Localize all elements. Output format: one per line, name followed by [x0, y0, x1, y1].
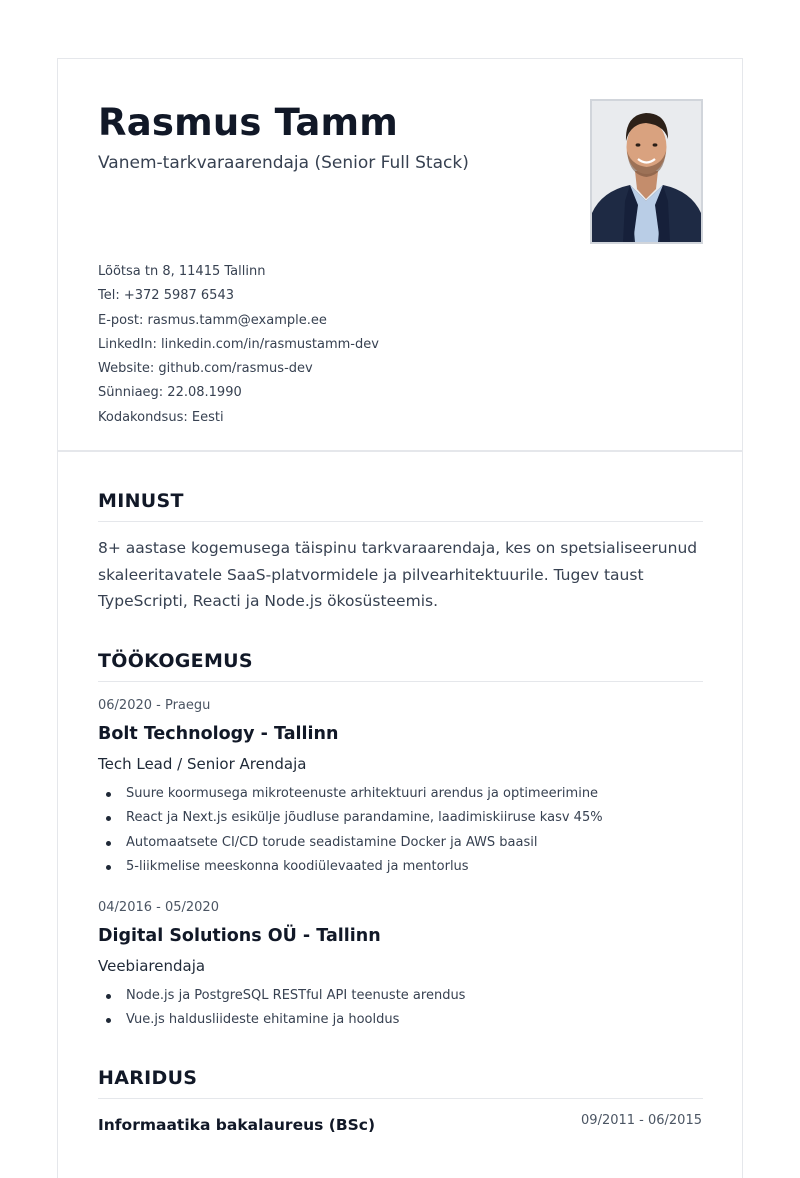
address: Lõõtsa tn 8, 11415 Tallinn — [98, 264, 266, 279]
person-name: Rasmus Tamm — [98, 101, 399, 144]
list-item: React ja Next.js esikülje jõudluse parandamine, laadimiskiiruse kasv 45% — [98, 806, 603, 830]
education-dates: 09/2011 - 06/2015 — [581, 1113, 702, 1128]
job-role: Veebiarendaja — [98, 957, 206, 975]
email: E-post: rasmus.tamm@example.ee — [98, 312, 327, 328]
portrait-image — [592, 101, 701, 242]
bullet-icon — [106, 865, 111, 870]
bullet-icon — [106, 1018, 111, 1023]
job-bullets — [98, 782, 603, 879]
cv-page — [57, 58, 743, 1178]
phone: Tel: +372 5987 6543 — [98, 288, 234, 304]
about-text: 8+ aastase kogemusega täispinu tarkvaraarendaja, kes on spetsialiseerunud skaleeritavatele SaaS-platvormidele ja pilvearhitektuurile. Tugev taust TypeScripti, Reacti ja Node.js ökosüsteemis. — [98, 539, 698, 610]
list-item: Vue.js haldusliideste ehitamine ja hooldus — [98, 1008, 465, 1032]
linkedin: LinkedIn: linkedin.com/in/rasmustamm-dev — [98, 336, 379, 352]
job-dates: 04/2016 - 05/2020 — [98, 900, 219, 915]
bullet-icon — [106, 841, 111, 846]
bullet-icon — [106, 792, 111, 797]
list-item: 5-liikmelise meeskonna koodiülevaated ja mentorlus — [98, 855, 603, 879]
about-heading: MINUST — [98, 489, 703, 522]
bullet-icon — [106, 994, 111, 999]
website: Website: github.com/rasmus-dev — [98, 361, 313, 377]
birth-date: Sünniaeg: 22.08.1990 — [98, 385, 242, 401]
job-bullets — [98, 984, 465, 1033]
list-item: Node.js ja PostgreSQL RESTful API teenuste arendus — [98, 984, 465, 1008]
cv-header — [58, 59, 742, 452]
citizenship: Kodakondsus: Eesti — [98, 409, 224, 425]
degree-title: Informaatika bakalaureus (BSc) — [98, 1116, 376, 1134]
contact-info — [98, 260, 379, 430]
list-item: Suure koormusega mikroteenuste arhitektuuri arendus ja optimeerimine — [98, 782, 603, 806]
experience-heading: TÖÖKOGEMUS — [98, 649, 703, 682]
list-item: Automaatsete CI/CD torude seadistamine Docker ja AWS baasil — [98, 831, 603, 855]
education-heading: HARIDUS — [98, 1066, 703, 1099]
job-company: Digital Solutions OÜ - Tallinn — [98, 926, 381, 946]
job-company: Bolt Technology - Tallinn — [98, 724, 339, 744]
bullet-icon — [106, 816, 111, 821]
job-role: Tech Lead / Senior Arendaja — [98, 755, 307, 773]
job-title: Vanem-tarkvaraarendaja (Senior Full Stack) — [98, 153, 469, 173]
job-dates: 06/2020 - Praegu — [98, 698, 211, 713]
profile-photo — [590, 99, 703, 244]
